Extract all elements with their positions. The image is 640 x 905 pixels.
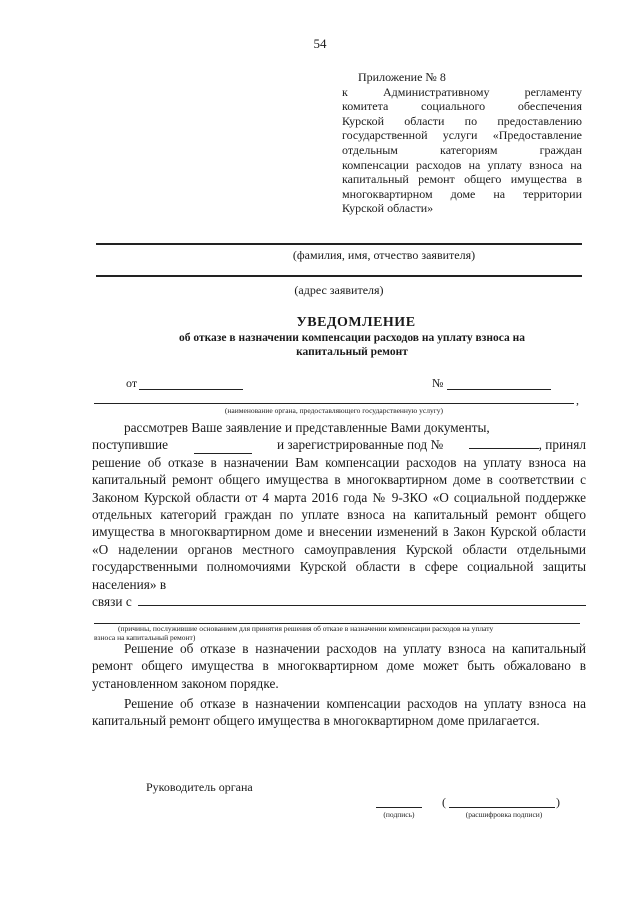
head-label: Руководитель органа (146, 780, 253, 794)
appeal-paragraph: Решение об отказе в назначении расходов на уплату взноса на капитальный ремонт общего имущества в многоквартирном доме может быть обжаловано в установленном законом порядке. (92, 641, 586, 691)
appendix-line: капитальный ремонт общего имущества в (342, 172, 582, 187)
notice-subtitle-line: капитальный ремонт (296, 346, 408, 358)
number-blank (447, 389, 551, 390)
applicant-name-caption: (фамилия, имя, отчество заявителя) (292, 248, 476, 262)
open-paren: ( (442, 795, 446, 809)
organ-comma: , (576, 393, 579, 407)
date-blank (139, 389, 243, 390)
appendix-line: отдельным категориям граждан (342, 142, 582, 157)
registered-label: и зарегистрированные под № (276, 437, 444, 453)
reason-caption-2: взноса на капитальный ремонт) (94, 633, 196, 642)
notice-subtitle-line: об отказе в назначении компенсации расходов на уплату взноса на (178, 332, 525, 344)
decision-paragraph: решение об отказе в назначении Вам компенсации расходов на уплату взноса на капитальный ремонт общего имущества в многоквартирном доме в соответствии с Законом Курской области от 4 марта 2016 года № 9-ЗКО «О социальной поддержке отдельных категорий граждан по уплате взноса на капитальный ремонт общего имущества в многоквартирном доме и внесении изменений в Закон Курской области «О наделении органов местного самоуправления Курской области отдельными государственными полномочиями Курской области в сфере социальной защиты населения» в (92, 454, 586, 592)
organ-line (94, 403, 574, 404)
reason-caption: (причины, послужившие основанием для принятия решения об отказе в назначении компенсации расходов на уплату (118, 624, 494, 633)
body-line-registration (92, 436, 586, 453)
decode-caption: (расшифровка подписи) (465, 810, 543, 819)
appeal-paragraph-wrap (92, 640, 586, 692)
applicant-name-line (96, 243, 582, 245)
organ-caption: (наименование органа, предоставляющего государственную услугу) (224, 406, 444, 415)
appendix-line: Приложение № 8 (358, 70, 446, 84)
applicant-address-caption: (адрес заявителя) (294, 283, 384, 297)
from-label: от (126, 376, 138, 390)
appendix-line: компенсации расходов на уплату взноса на (342, 157, 582, 172)
received-date-blank (194, 436, 252, 453)
close-paren: ) (556, 795, 560, 809)
reason-blank (138, 593, 586, 606)
appendix-line: многоквартирном доме на территории (342, 186, 582, 201)
attachment-paragraph-wrap (92, 695, 586, 730)
page-number: 54 (313, 36, 327, 51)
appendix-line: государственной услуги «Предоставление (342, 128, 582, 143)
appendix-line: Курской области по предоставлению (342, 113, 582, 128)
appendix-line: к Административному регламенту (342, 84, 582, 99)
decode-line (449, 807, 555, 808)
received-label: поступившие (92, 437, 169, 453)
reason-prefix: связи с (92, 594, 132, 610)
signature-caption: (подпись) (383, 810, 415, 819)
notice-body (92, 419, 586, 610)
accepted-label: , принял (538, 437, 586, 453)
applicant-address-line (96, 275, 582, 277)
appendix-line: комитета социального обеспечения (342, 99, 582, 114)
body-line: рассмотрев Ваше заявление и представленные Вами документы, (124, 420, 490, 435)
appendix-block (342, 70, 582, 216)
reason-row (92, 593, 586, 610)
notice-title: УВЕДОМЛЕНИЕ (296, 315, 416, 330)
registered-number-blank (469, 448, 539, 449)
attachment-paragraph: Решение об отказе в назначении компенсации расходов на уплату взноса на капитальный ремонт общего имущества в многоквартирном доме прилагается. (92, 696, 586, 729)
signature-line (376, 807, 422, 808)
registered-number-group (469, 436, 586, 453)
number-label: № (432, 376, 444, 390)
appendix-line: Курской области» (342, 201, 434, 216)
notice-subtitle (120, 331, 584, 359)
